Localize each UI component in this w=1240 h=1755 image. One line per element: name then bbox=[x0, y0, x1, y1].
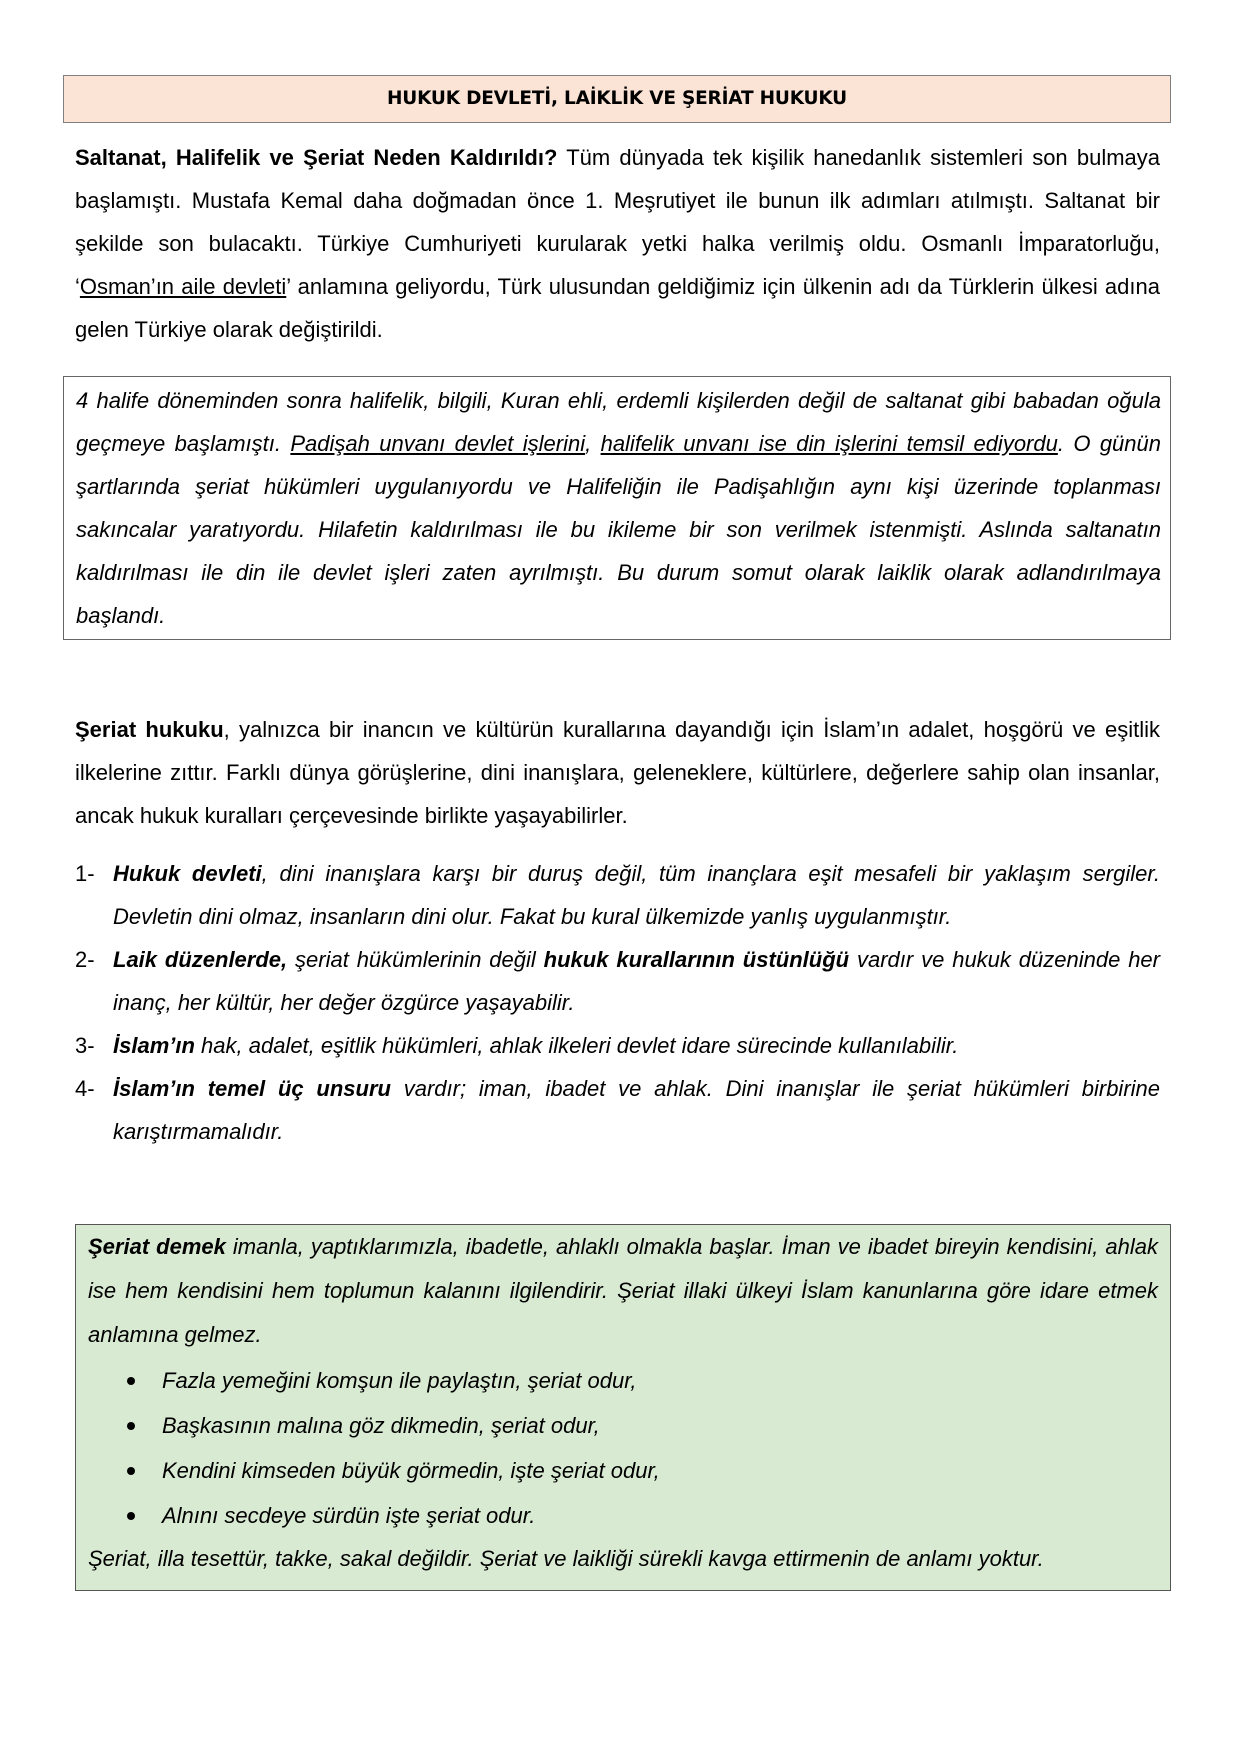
sharia-meaning-box bbox=[75, 1224, 1171, 1591]
intro-paragraph bbox=[75, 136, 1160, 351]
sharia-bullet-list bbox=[88, 1358, 1158, 1538]
list-item bbox=[75, 852, 1160, 938]
bullet-icon bbox=[127, 1422, 135, 1430]
bullet-icon bbox=[127, 1512, 135, 1520]
caliphate-text-1: 4 halife döneminden sonra halifelik, bilgili, Kuran ehli, erdemli kişilerden değil de saltanat gibi babadan oğula geçmeye başlamıştı. bbox=[76, 388, 1161, 456]
sharia-law-text: , yalnızca bir inancın ve kültürün kurallarına dayandığı için İslam’ın adalet, hoşgörü ve eşitlik ilkelerine zıttır. Farklı dünya görüşlerine, dini inanışlara, geleneklere, kültürlere, değerlere sahip olan insanlar, ancak hukuk kuralları çerçevesinde birlikte yaşayabilirler. bbox=[75, 717, 1160, 828]
bullet-text: Alnını secdeye sürdün işte şeriat odur. bbox=[162, 1503, 536, 1528]
list-item-text: hak, adalet, eşitlik hükümleri, ahlak ilkeleri devlet idare sürecinde kullanılabilir. bbox=[194, 1033, 959, 1058]
caliphate-note-text bbox=[76, 379, 1161, 637]
intro-text-2: ’ anlamına geliyordu, Türk ulusundan geldiğimiz için ülkenin adı da Türklerin ülkesi adına gelen Türkiye olarak değiştirildi. bbox=[75, 274, 1160, 342]
list-item-bold-2: hukuk kurallarının üstünlüğü bbox=[543, 947, 850, 972]
list-item-text-2: vardır ve hukuk düzeninde her inanç, her kültür, her değer özgürce yaşayabilir. bbox=[113, 947, 1160, 1015]
document-title: HUKUK DEVLETİ, LAİKLİK VE ŞERİAT HUKUKU bbox=[63, 75, 1171, 123]
sharia-meaning-lead: Şeriat demek bbox=[88, 1234, 226, 1259]
list-item bbox=[75, 1024, 1160, 1067]
bullet-text: Kendini kimseden büyük görmedin, işte şeriat odur, bbox=[162, 1458, 660, 1483]
list-number: 2- bbox=[75, 947, 95, 972]
sharia-law-paragraph bbox=[75, 708, 1160, 837]
list-item-text: , dini inanışlara karşı bir duruş değil, tüm inançlara eşit mesafeli bir yaklaşım sergiler. Devletin dini olmaz, insanların dini olur. Fakat bu kural ülkemizde yanlış uygulanmıştır. bbox=[113, 861, 1160, 929]
caliphate-underline-2: halifelik unvanı ise din işlerini temsil ediyordu bbox=[600, 431, 1058, 456]
sharia-law-lead: Şeriat hukuku bbox=[75, 717, 224, 742]
list-number: 1- bbox=[75, 861, 95, 886]
bullet-item bbox=[88, 1448, 1158, 1493]
list-item bbox=[75, 1067, 1160, 1153]
list-item-bold: Laik düzenlerde, bbox=[113, 947, 288, 972]
sharia-meaning-intro bbox=[88, 1225, 1158, 1357]
principles-list bbox=[75, 852, 1160, 1153]
list-item-bold: Hukuk devleti bbox=[113, 861, 262, 886]
caliphate-note-box bbox=[63, 376, 1171, 640]
bullet-item bbox=[88, 1493, 1158, 1538]
list-item-bold: İslam’ın temel üç unsuru bbox=[113, 1076, 391, 1101]
list-item-bold: İslam’ın bbox=[113, 1033, 195, 1058]
list-number: 3- bbox=[75, 1033, 95, 1058]
bullet-text: Fazla yemeğini komşun ile paylaştın, şeriat odur, bbox=[162, 1368, 637, 1393]
intro-underlined: Osman’ın aile devleti bbox=[79, 274, 287, 299]
list-item-text: vardır; iman, ibadet ve ahlak. Dini inanışlar ile şeriat hükümleri birbirine karıştırmamalıdır. bbox=[113, 1076, 1161, 1144]
bullet-icon bbox=[127, 1377, 135, 1385]
list-item bbox=[75, 938, 1160, 1024]
intro-lead: Saltanat, Halifelik ve Şeriat Neden Kaldırıldı? bbox=[75, 145, 558, 170]
bullet-item bbox=[88, 1358, 1158, 1403]
list-number: 4- bbox=[75, 1076, 95, 1101]
caliphate-underline-1: Padişah unvanı devlet işlerini bbox=[290, 431, 586, 456]
bullet-text: Başkasının malına göz dikmedin, şeriat odur, bbox=[162, 1413, 600, 1438]
caliphate-separator: , bbox=[585, 431, 601, 456]
list-item-text: şeriat hükümlerinin değil bbox=[287, 947, 544, 972]
bullet-icon bbox=[127, 1467, 135, 1475]
bullet-item bbox=[88, 1403, 1158, 1448]
caliphate-text-2: . O günün şartlarında şeriat hükümleri uygulanıyordu ve Halifeliğin ile Padişahlığın aynı kişi üzerinde toplanması sakıncalar yaratıyordu. Hilafetin kaldırılması ile bu ikileme bir son verilmek istenmişti. Aslında saltanatın kaldırılması ile din ile devlet işleri zaten ayrılmıştı. Bu durum somut olarak laiklik olarak adlandırılmaya başlandı. bbox=[76, 431, 1161, 628]
sharia-meaning-text: imanla, yaptıklarımızla, ibadetle, ahlaklı olmakla başlar. İman ve ibadet bireyin kendisini, ahlak ise hem kendisini hem toplumun kalanını ilgilendirir. Şeriat illaki ülkeyi İslam kanunlarına göre idare etmek anlamına gelmez. bbox=[88, 1234, 1158, 1347]
sharia-meaning-closing: Şeriat, illa tesettür, takke, sakal değildir. Şeriat ve laikliği sürekli kavga ettirmenin de anlamı yoktur. bbox=[88, 1546, 1044, 1571]
intro-text-1: Tüm dünyada tek kişilik hanedanlık sistemleri son bulmaya başlamıştı. Mustafa Kemal daha doğmadan önce 1. Meşrutiyet ile bunun ilk adımları atılmıştı. Saltanat bir şekilde son bulacaktı. Türkiye Cumhuriyeti kurularak yetki halka verilmiş oldu. Osmanlı İmparatorluğu, ‘ bbox=[75, 145, 1161, 299]
